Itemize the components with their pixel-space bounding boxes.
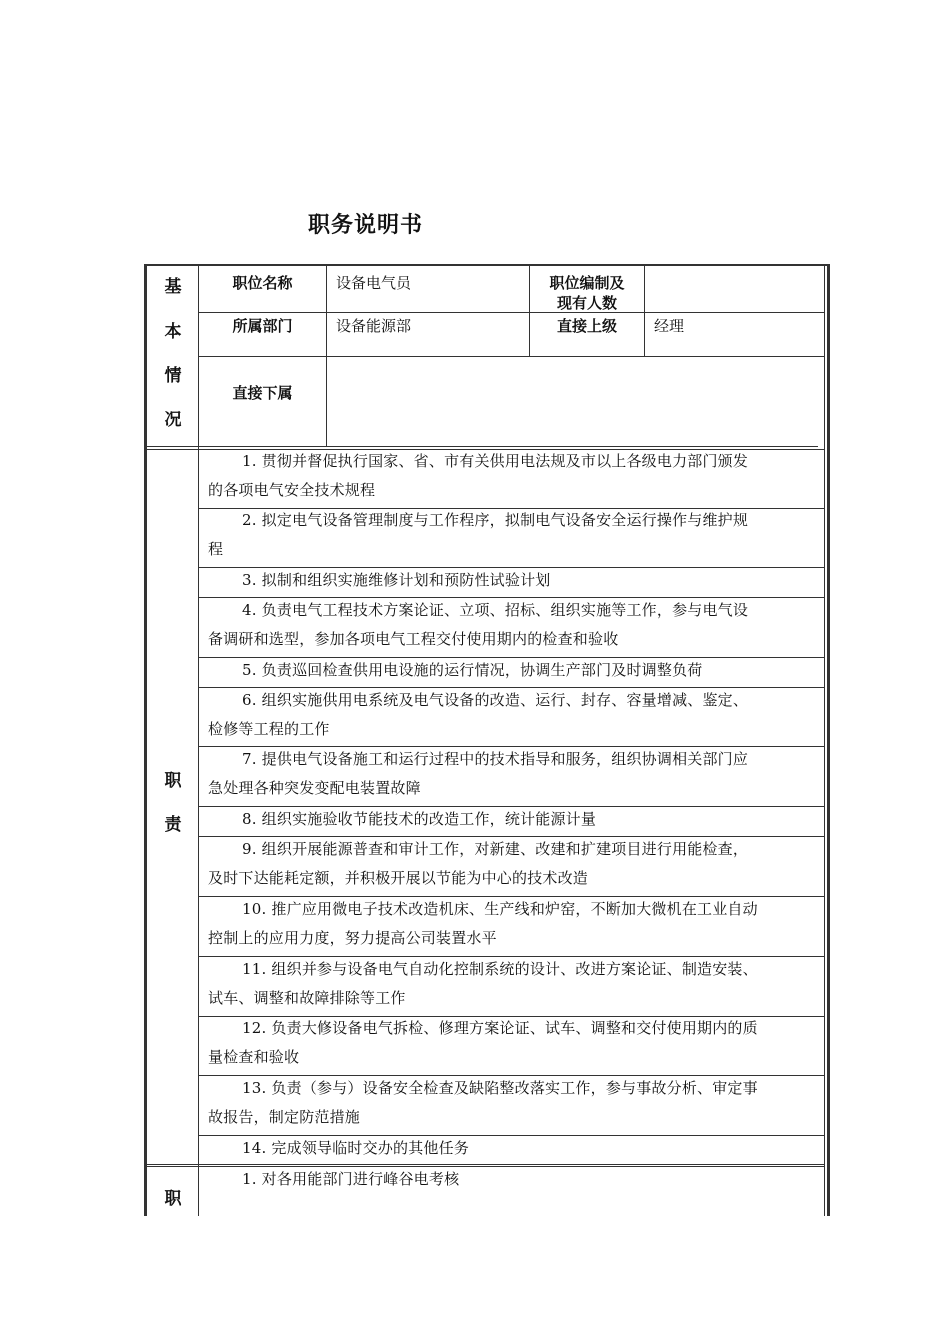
- duty-item-6-line2: 检修等工程的工作: [208, 720, 330, 738]
- duty-item-6-line1: 6. 组织实施供用电系统及电气设备的改造、运行、封存、容量增减、鉴定、: [242, 691, 749, 709]
- headcount-label-line2: 现有人数: [556, 294, 617, 312]
- duty-item-14-line1: 14. 完成领导临时交办的其他任务: [242, 1139, 470, 1157]
- duty-item-7-line2: 急处理各种突发变配电装置故障: [208, 779, 421, 797]
- basic-info-label-4: 况: [164, 410, 182, 430]
- duty-item-1-line2: 的各项电气安全技术规程: [208, 481, 376, 499]
- duty-item-4-line1: 4. 负责电气工程技术方案论证、立项、招标、组织实施等工作，参与电气设: [242, 601, 749, 619]
- duty-item-1-line1: 1. 贯彻并督促执行国家、省、市有关供用电法规及市以上各级电力部门颁发: [242, 452, 749, 470]
- duty-item-2-line1: 2. 拟定电气设备管理制度与工作程序，拟制电气设备安全运行操作与维护规: [242, 511, 749, 529]
- duty-item-11-line1: 11. 组织并参与设备电气自动化控制系统的设计、改进方案论证、制造安装、: [242, 960, 758, 978]
- duty-item-13-line1: 13. 负责（参与）设备安全检查及缺陷整改落实工作，参与事故分析、审定事: [242, 1079, 758, 1097]
- row-divider: [198, 312, 824, 313]
- basic-info-label-3: 情: [164, 366, 182, 386]
- duty-item-10-line1: 10. 推广应用微电子技术改造机床、生产线和炉窑，不断加大微机在工业自动: [242, 900, 758, 918]
- duty-item-7-line1: 7. 提供电气设备施工和运行过程中的技术指导和服务，组织协调相关部门应: [242, 750, 749, 768]
- department-value: 设备能源部: [336, 317, 412, 335]
- superior-value: 经理: [654, 317, 685, 335]
- duty-item-3-line1: 3. 拟制和组织实施维修计划和预防性试验计划: [242, 571, 551, 589]
- position-name-value: 设备电气员: [336, 274, 412, 292]
- duty-item-13-line2: 故报告，制定防范措施: [208, 1108, 361, 1126]
- duty-item-11-line2: 试车、调整和故障排除等工作: [208, 989, 406, 1007]
- headcount-label-line1: 职位编制及: [549, 274, 625, 292]
- position-name-label: 职位名称: [232, 274, 293, 292]
- subordinate-label: 直接下属: [232, 384, 293, 402]
- duty-item-2-line2: 程: [208, 540, 224, 558]
- duty-item-4-line2: 备调研和选型，参加各项电气工程交付使用期内的检查和验收: [208, 630, 619, 648]
- column-divider: [644, 266, 645, 356]
- duties-label-2: 责: [164, 815, 182, 835]
- document-title: 职务说明书: [308, 213, 424, 238]
- duty-item-9-line2: 及时下达能耗定额，并积极开展以节能为中心的技术改造: [208, 869, 589, 887]
- column-divider: [824, 266, 825, 1216]
- duty-item-10-line2: 控制上的应用力度，努力提高公司装置水平: [208, 929, 497, 947]
- basic-info-label-2: 本: [164, 322, 182, 342]
- duty-item-5-line1: 5. 负责巡回检查供用电设施的运行情况，协调生产部门及时调整负荷: [242, 661, 703, 679]
- duty-item-12-line1: 12. 负责大修设备电气拆检、修理方案论证、试车、调整和交付使用期内的质: [242, 1019, 758, 1037]
- row-divider: [198, 356, 824, 357]
- duty-item-9-line1: 9. 组织开展能源普查和审计工作，对新建、改建和扩建项目进行用能检查，: [242, 840, 749, 858]
- authority-label: 职: [164, 1189, 182, 1209]
- authority-item-1: 1. 对各用能部门进行峰谷电考核: [242, 1170, 460, 1188]
- duty-item-8-line1: 8. 组织实施验收节能技术的改造工作，统计能源计量: [242, 810, 597, 828]
- duties-label-1: 职: [164, 771, 182, 791]
- superior-label: 直接上级: [556, 317, 617, 335]
- column-divider: [326, 266, 327, 446]
- department-label: 所属部门: [232, 317, 293, 335]
- duty-item-12-line2: 量检查和验收: [208, 1048, 300, 1066]
- basic-info-label-1: 基: [164, 277, 182, 297]
